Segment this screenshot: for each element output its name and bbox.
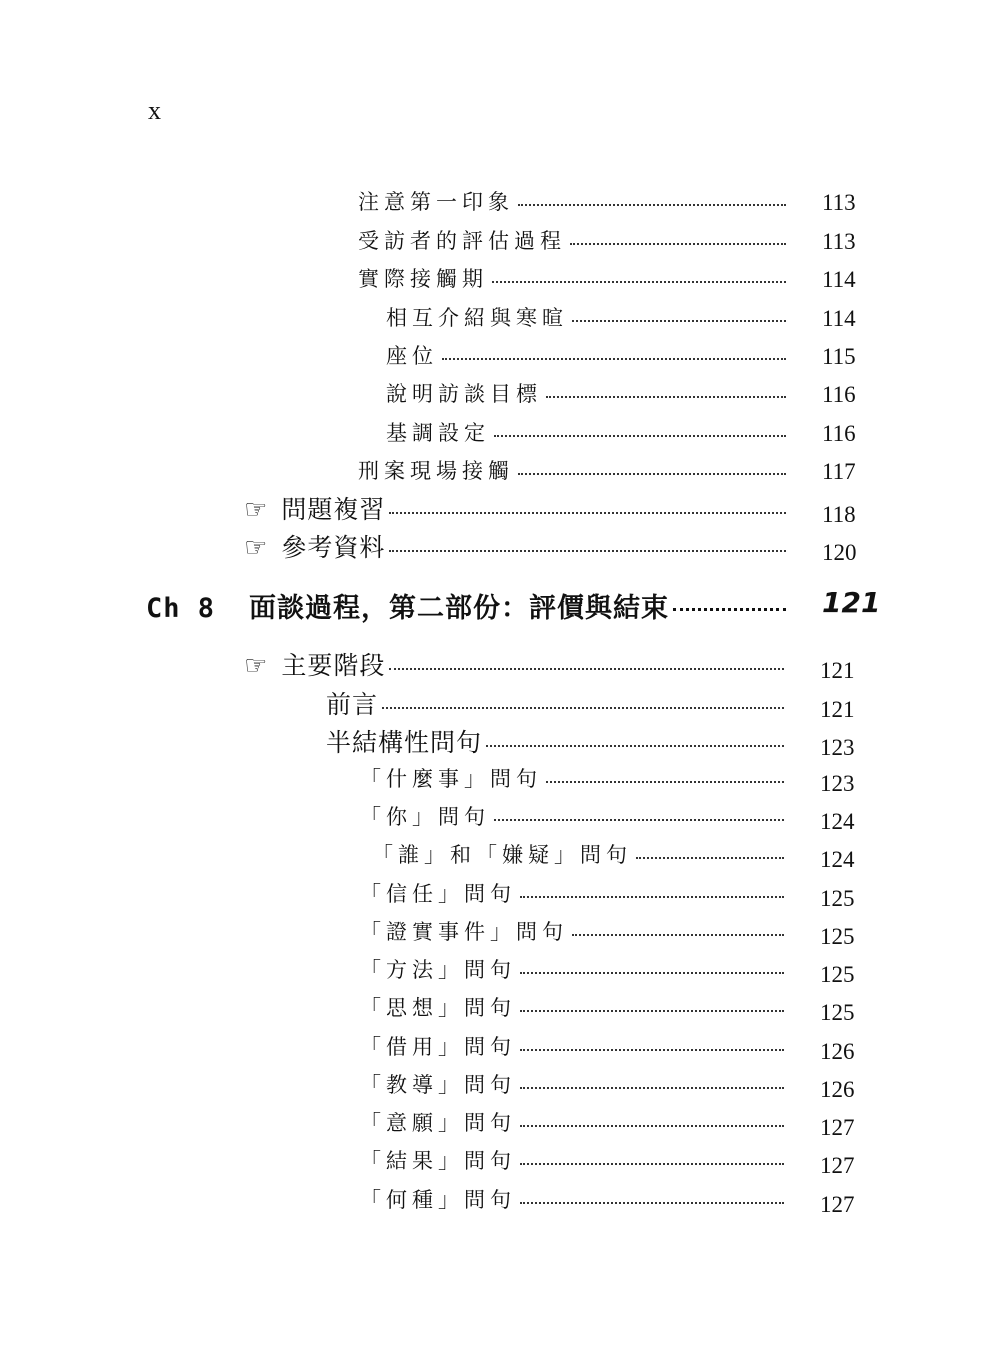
- toc-entry-label: 「誰」和「嫌疑」問句: [372, 843, 632, 867]
- toc-entry-page: 116: [822, 382, 856, 407]
- leader-dots: [389, 510, 786, 514]
- leader-dots: [570, 241, 786, 245]
- toc-entry-label: 「何種」問句: [360, 1188, 516, 1212]
- toc-entry-label: 實際接觸期: [358, 267, 488, 291]
- toc-entry-label: 刑案現場接觸: [358, 459, 514, 483]
- toc-entry: [326, 727, 878, 759]
- toc-entry-label: 相互介紹與寒暄: [386, 306, 568, 330]
- toc-entry: [360, 954, 878, 986]
- toc-entry-label: 「結果」問句: [360, 1149, 516, 1173]
- leader-dots: [520, 1085, 784, 1089]
- toc-entry: [360, 1184, 878, 1216]
- toc-entry: [358, 186, 878, 218]
- toc-entry: [360, 992, 878, 1024]
- toc-entry-label: [244, 490, 385, 526]
- toc-entry: [358, 263, 878, 295]
- leader-dots: [546, 394, 786, 398]
- toc-entry-label: [244, 646, 385, 682]
- toc-entry-label: 「什麼事」問句: [360, 767, 542, 791]
- leader-dots: [492, 279, 786, 283]
- toc-entry: [386, 378, 878, 410]
- toc-entry-page: 120: [822, 540, 857, 565]
- toc-entry: [386, 417, 878, 449]
- toc-entry-label: 注意第一印象: [358, 190, 514, 214]
- pointing-hand-icon: ☞: [244, 651, 268, 681]
- toc-entry: [358, 455, 878, 487]
- toc-entry-label: 「證實事件」問句: [360, 920, 568, 944]
- leader-dots: [520, 1161, 784, 1165]
- toc-entry-label: 「教導」問句: [360, 1073, 516, 1097]
- toc-entry: [360, 916, 878, 948]
- toc-entry: [326, 689, 878, 721]
- toc-entry: [360, 763, 878, 795]
- leader-dots: [442, 356, 786, 360]
- chapter-label: [146, 586, 669, 625]
- toc-entry-text: 問題複習: [281, 495, 386, 524]
- toc-entry-page: 126: [820, 1077, 855, 1102]
- toc-entry-label: 前言: [326, 690, 379, 719]
- toc-entry-page: 123: [820, 771, 855, 796]
- chapter-title: 面談過程，第二部份：評價與結束: [249, 593, 670, 624]
- pointing-hand-icon: ☞: [244, 533, 268, 563]
- leader-dots: [494, 433, 786, 437]
- chapter-page: 121: [822, 586, 881, 619]
- toc-entry-label: 「你」問句: [360, 805, 490, 829]
- toc-entry-label: 半結構性問句: [326, 728, 483, 757]
- toc-entry-page: 114: [822, 306, 856, 331]
- toc-entry-label: 「方法」問句: [360, 958, 516, 982]
- leader-dots: [520, 1200, 784, 1204]
- toc-entry: [386, 340, 878, 372]
- toc-entry-page: 125: [820, 1000, 855, 1025]
- toc-entry-page: 124: [820, 809, 855, 834]
- toc-entry: [244, 494, 878, 526]
- toc-entry-page: 117: [822, 459, 856, 484]
- toc-entry: [360, 1069, 878, 1101]
- toc-entry: [360, 1107, 878, 1139]
- toc-entry-page: 125: [820, 962, 855, 987]
- leader-dots: [518, 202, 786, 206]
- toc-entry-page: 127: [820, 1153, 855, 1178]
- toc-entry: [360, 801, 878, 833]
- toc-entry-page: 127: [820, 1115, 855, 1140]
- toc-entry-page: 123: [820, 735, 855, 760]
- toc-entry-label: [244, 528, 385, 564]
- leader-dots: [546, 779, 784, 783]
- toc-entry-page: 127: [820, 1192, 855, 1217]
- pointing-hand-icon: ☞: [244, 495, 268, 525]
- page-number: x: [148, 96, 161, 125]
- toc-entry-label: 基調設定: [386, 421, 490, 445]
- chapter-heading: [146, 586, 881, 624]
- leader-dots: [673, 606, 786, 611]
- toc-entry-page: 121: [820, 658, 855, 683]
- toc-entry-label: 「信任」問句: [360, 882, 516, 906]
- leader-dots: [572, 318, 786, 322]
- leader-dots: [520, 1047, 784, 1051]
- leader-dots: [520, 1008, 784, 1012]
- leader-dots: [389, 666, 784, 670]
- toc-entry-page: 121: [820, 697, 855, 722]
- toc-entry: [372, 839, 878, 871]
- toc-entry: [358, 225, 878, 257]
- toc-entry-page: 118: [822, 502, 856, 527]
- leader-dots: [518, 471, 786, 475]
- leader-dots: [486, 743, 784, 747]
- toc-entry-label: 「意願」問句: [360, 1111, 516, 1135]
- chapter-number: Ch 8: [146, 593, 216, 624]
- toc-entry-page: 125: [820, 886, 855, 911]
- toc-entry-label: 「思想」問句: [360, 996, 516, 1020]
- leader-dots: [636, 855, 784, 859]
- toc-entry-page: 124: [820, 847, 855, 872]
- toc-entry-page: 116: [822, 421, 856, 446]
- toc-entry-label: 「借用」問句: [360, 1035, 516, 1059]
- toc-entry: [360, 878, 878, 910]
- leader-dots: [389, 548, 786, 552]
- leader-dots: [382, 705, 784, 709]
- toc-entry-page: 114: [822, 267, 856, 292]
- toc-entry-page: 126: [820, 1039, 855, 1064]
- toc-entry-label: 說明訪談目標: [386, 382, 542, 406]
- toc-entry-label: 受訪者的評估過程: [358, 229, 566, 253]
- toc-entry-page: 125: [820, 924, 855, 949]
- toc-entry: [360, 1031, 878, 1063]
- leader-dots: [520, 894, 784, 898]
- toc-entry-text: 參考資料: [281, 533, 386, 562]
- toc-entry-page: 113: [822, 190, 856, 215]
- toc-entry: [244, 650, 878, 682]
- toc-entry-text: 主要階段: [281, 651, 386, 680]
- leader-dots: [494, 817, 784, 821]
- leader-dots: [572, 932, 784, 936]
- toc-entry-page: 115: [822, 344, 856, 369]
- leader-dots: [520, 970, 784, 974]
- toc-entry: [360, 1145, 878, 1177]
- leader-dots: [520, 1123, 784, 1127]
- toc-entry: [386, 302, 878, 334]
- toc-entry-label: 座位: [386, 344, 438, 368]
- toc-entry-page: 113: [822, 229, 856, 254]
- toc-entry: [244, 532, 878, 564]
